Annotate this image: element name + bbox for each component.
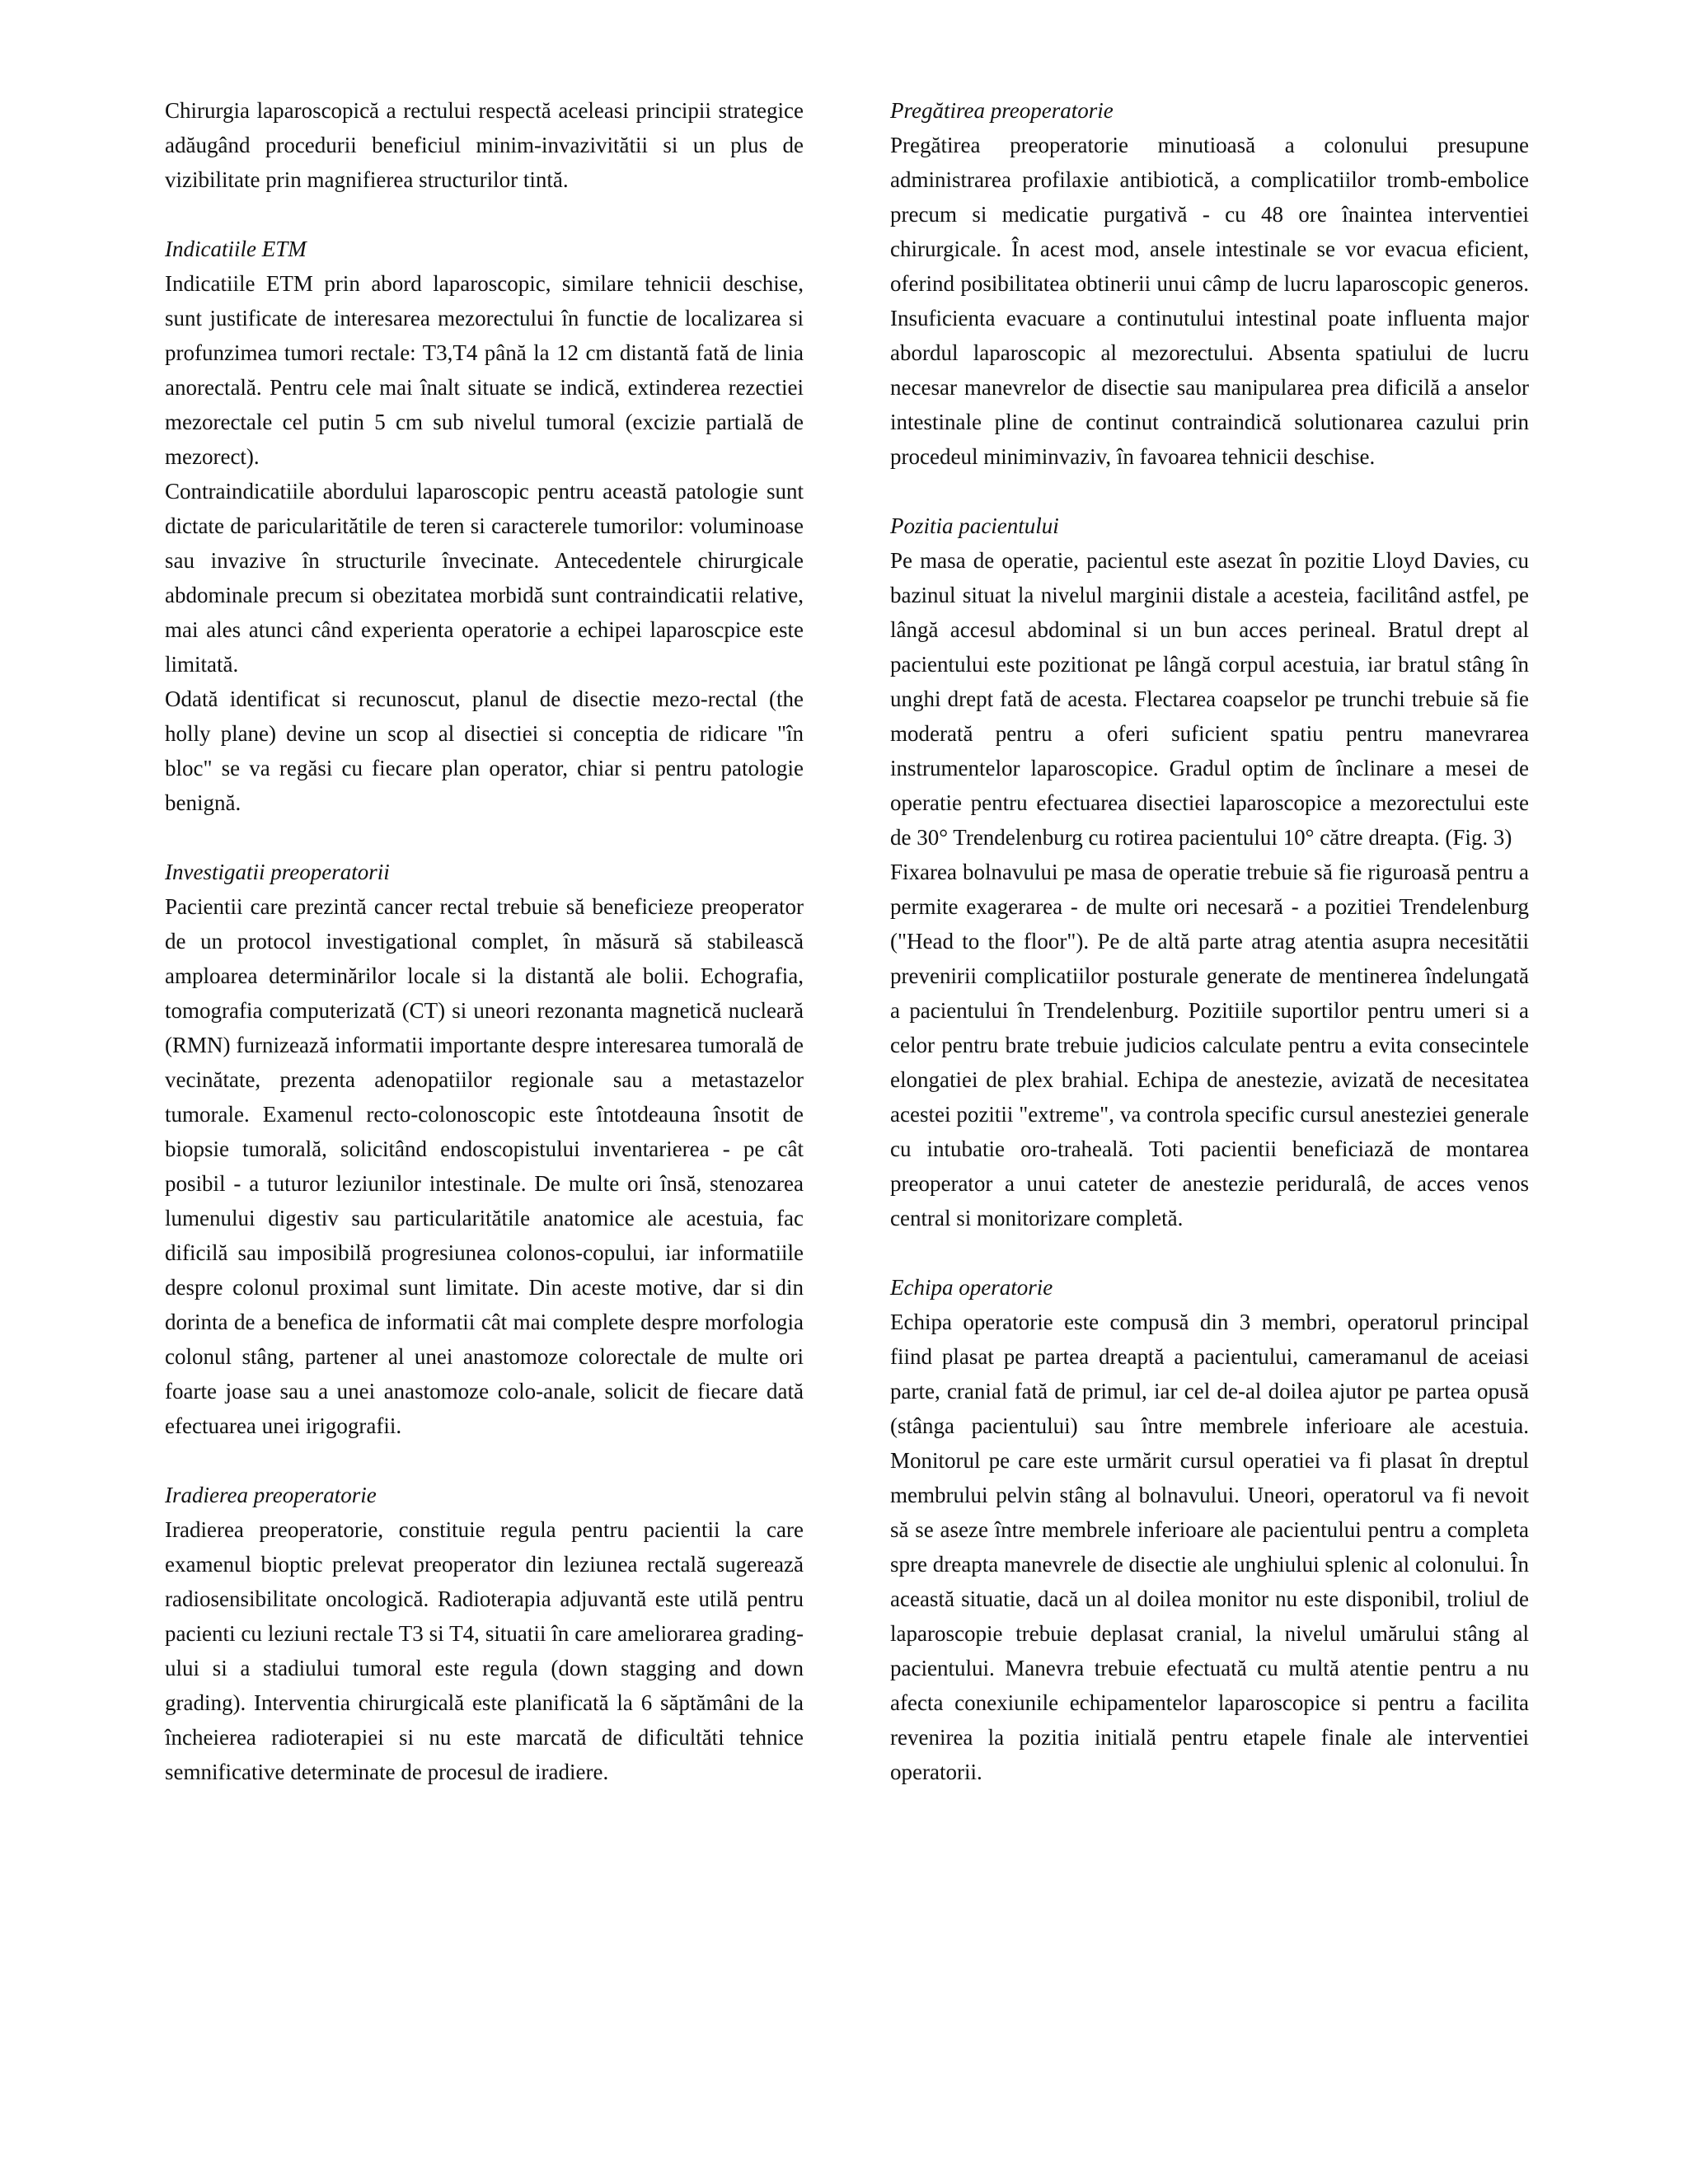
position-paragraph-1: Pe masa de operatie, pacientul este asezat în pozitie Lloyd Davies, cu bazinul situat la nivelul marginii distale a acesteia, facilitând astfel, pe lângă accesul abdominal si un bun acces perineal. Bratul drept al pacientului este pozitionat pe lângă corpul acestuia, iar bratul stâng în unghi drept fată de acesta. Flectarea coapselor pe trunchi trebuie să fie moderată pentru a oferi suficient spatiu pentru manevrarea instrumentelor laparoscopice. Gradul optim de înclinare a mesei de operatie pentru efectuarea disectiei laparoscopice a mezorectului este de 30° Trendelenburg cu rotirea pacientului 10° către dreapta. (Fig. 3)	[890, 548, 1529, 850]
section-heading-team: Echipa operatorie	[890, 1275, 1053, 1300]
indications-paragraph-3: Odată identificat si recunoscut, planul de disectie mezo-rectal (the holly plane) devine un scop al disectiei si conceptia de ridicare "în bloc" se va regăsi cu fiecare plan operator, chiar si pentru patologie benignă.	[165, 687, 804, 815]
intro-paragraph: Chirurgia laparoscopică a rectului respectă aceleasi principii strategice adăugând procedurii beneficiul minim-invazivitătii si un plus de vizibilitate prin magnifierea structurilor tintă.	[165, 98, 804, 192]
section-spacer	[165, 1443, 804, 1478]
position-paragraph-2: Fixarea bolnavului pe masa de operatie trebuie să fie riguroasă pentru a permite exagerarea - de multe ori necesară - a pozitiei Trendelenburg ("Head to the floor"). Pe de altă parte atrag atentia asupra necesitătii prevenirii complicatiilor posturale generate de mentinerea îndelungată a pacientului în Trendelenburg. Pozitiile suportilor pentru umeri si a celor pentru brate trebuie judicios calculate pentru a evita consecintele elongatiei de plex brahial. Echipa de anestezie, avizată de necesitatea acestei pozitii "extreme", va controla specific cursul anesteziei generale cu intubatie oro-traheală. Toti pacientii beneficiază de montarea preoperator a unui cateter de anestezie periduralâ, de acces venos central si monitorizare completă.	[890, 860, 1529, 1230]
section-heading-investigations: Investigatii preoperatorii	[165, 860, 390, 884]
section-heading-irradiation: Iradierea preoperatorie	[165, 1483, 377, 1507]
left-column	[165, 93, 804, 1789]
section-spacer	[890, 474, 1529, 509]
section-heading-preparation: Pregătirea preoperatorie	[890, 98, 1114, 123]
section-heading-position: Pozitia pacientului	[890, 513, 1059, 538]
indications-paragraph-2: Contraindicatiile abordului laparoscopic pentru această patologie sunt dictate de paricularitătile de teren si caracterele tumorilor: voluminoase sau invazive în structurile învecinate. Antecedentele chirurgicale abdominale precum si obezitatea morbidă sunt contraindicatii relative, mai ales atunci când experienta operatorie a echipei laparoscpice este limitată.	[165, 479, 804, 677]
irradiation-paragraph: Iradierea preoperatorie, constituie regula pentru pacientii la care examenul bioptic prelevat preoperator din leziunea rectală sugerează radiosensibilitate oncologică. Radioterapia adjuvantă este utilă pentru pacienti cu leziuni rectale T3 si T4, situatii în care ameliorarea grading-ului si a stadiului tumoral este regula (down stagging and down grading). Interventia chirurgicală este planificată la 6 săptămâni de la încheierea radioterapiei si nu este marcată de dificultăti tehnice semnificative determinate de procesul de iradiere.	[165, 1517, 804, 1784]
investigations-paragraph: Pacientii care prezintă cancer rectal trebuie să beneficieze preoperator de un protocol investigational complet, în măsură să stabilească amploarea determinărilor locale si la distantă ale bolii. Echografia, tomografia computerizată (CT) si uneori rezonanta magnetică nucleară (RMN) furnizează informatii importante despre interesarea tumorală de vecinătate, prezenta adenopatiilor regionale sau a metastazelor tumorale. Examenul recto-colonoscopic este întotdeauna însotit de biopsie tumorală, solicitând endoscopistului inventarierea - pe cât posibil - a tuturor leziunilor intestinale. De multe ori însă, stenozarea lumenului digestiv sau particularitătile anatomice ale acestuia, fac dificilă sau imposibilă progresiunea colonos-copului, iar informatiile despre colonul proximal sunt limitate. Din aceste motive, dar si din dorinta de a benefica de informatii cât mai complete despre morfologia colonul stâng, partener al unei anastomoze colorectale de multe ori foarte joase sau a unei anastomoze colo-anale, solicit de fiecare dată efectuarea unei irigografii.	[165, 894, 804, 1438]
team-paragraph: Echipa operatorie este compusă din 3 membri, operatorul principal fiind plasat pe partea dreaptă a pacientului, cameramanul de aceiasi parte, cranial fată de primul, iar cel de-al doilea ajutor pe partea opusă (stânga pacientului) sau între membrele inferioare ale acestuia. Monitorul pe care este urmărit cursul operatiei va fi plasat în dreptul membrului pelvin stâng al bolnavului. Uneori, operatorul va fi nevoit să se aseze între membrele inferioare ale pacientului pentru a completa spre dreapta manevrele de disectie ale unghiului splenic al colonului. În această situatie, dacă un al doilea monitor nu este disponibil, troliul de laparoscopie trebuie deplasat cranial, la nivelul umărului stâng al pacientului. Manevra trebuie efectuată cu multă atentie pentru a nu afecta conexiunile echipamentelor laparoscopice si pentru a facilita revenirea la pozitia initială pentru etapele finale ale interventiei operatorii.	[890, 1310, 1529, 1784]
section-spacer	[890, 1235, 1529, 1270]
preparation-paragraph: Pregătirea preoperatorie minutioasă a colonului presupune administrarea profilaxie antibiotică, a complicatiilor tromb-embolice precum si medicatie purgativă - cu 48 ore înaintea interventiei chirurgicale. În acest mod, ansele intestinale se vor evacua eficient, oferind posibilitatea obtinerii unui câmp de lucru laparoscopic generos. Insuficienta evacuare a continutului intestinal poate influenta major abordul laparoscopic al mezorectului. Absenta spatiului de lucru necesar manevrelor de disectie sau manipularea prea dificilă a anselor intestinale pline de continut contraindică solutionarea cazului prin procedeul miniminvaziv, în favoarea tehnicii deschise.	[890, 133, 1529, 469]
indications-paragraph-1: Indicatiile ETM prin abord laparoscopic, similare tehnicii deschise, sunt justificate de interesarea mezorectului în functie de localizarea si profunzimea tumori rectale: T3,T4 până la 12 cm distantă fată de linia anorectală. Pentru cele mai înalt situate se indică, extinderea rezectiei mezorectale cel putin 5 cm sub nivelul tumoral (excizie partială de mezorect).	[165, 271, 804, 469]
section-spacer	[165, 820, 804, 855]
section-spacer	[165, 197, 804, 232]
section-heading-indications: Indicatiile ETM	[165, 237, 307, 261]
right-column	[890, 93, 1529, 1789]
